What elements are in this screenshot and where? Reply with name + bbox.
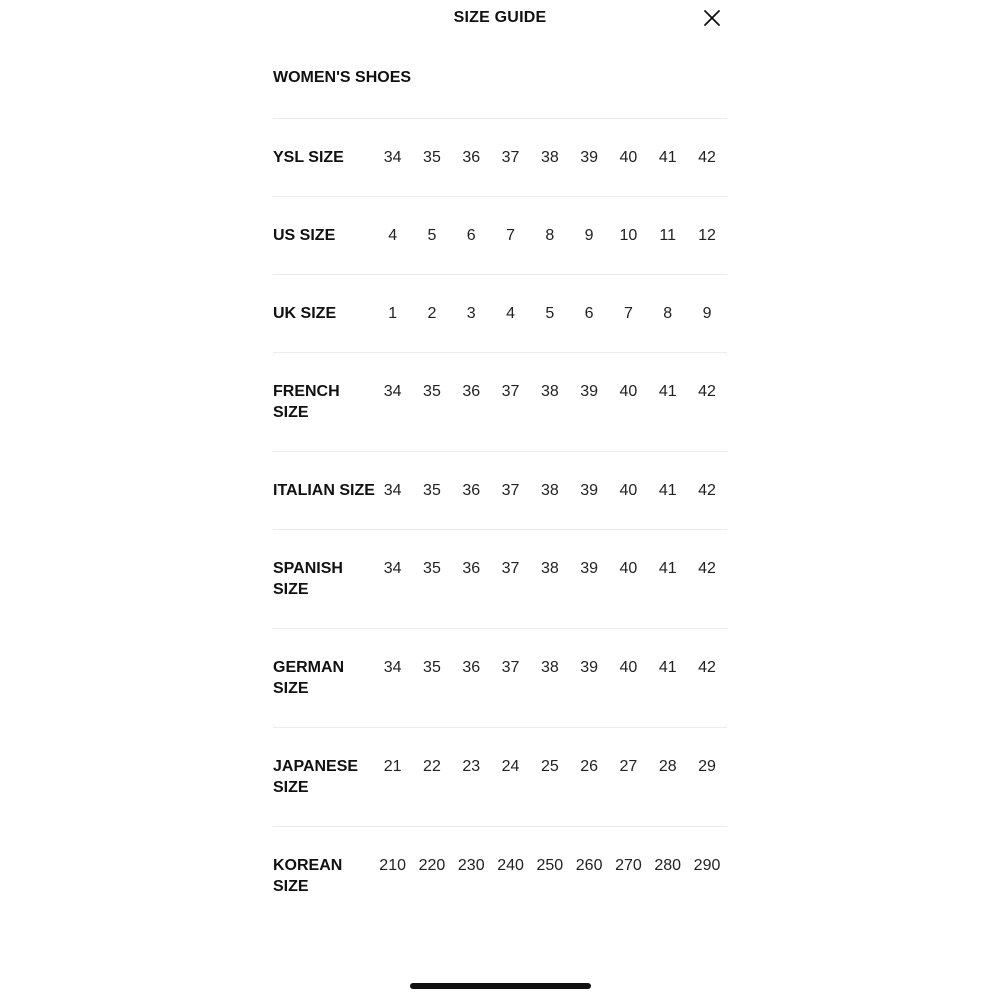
size-cell: 11 <box>659 227 677 244</box>
row-label: US SIZE <box>273 227 336 244</box>
home-indicator[interactable] <box>410 983 591 989</box>
size-cell: 42 <box>698 383 716 400</box>
table-row-spanish <box>273 529 727 628</box>
size-cell: 37 <box>501 659 520 676</box>
size-cell: 35 <box>423 482 441 499</box>
modal-header <box>0 0 1000 40</box>
size-cell: 40 <box>619 659 638 676</box>
size-cell: 3 <box>466 305 476 322</box>
size-cell: 34 <box>383 659 402 676</box>
size-cell: 38 <box>540 383 559 400</box>
size-cell: 37 <box>501 383 520 400</box>
row-values <box>373 558 727 579</box>
size-cell: 8 <box>545 227 555 244</box>
page-title: SIZE GUIDE <box>453 9 547 26</box>
size-cell: 21 <box>383 758 402 775</box>
row-values <box>373 147 727 168</box>
size-cell: 38 <box>540 482 559 499</box>
size-cell: 270 <box>615 857 642 874</box>
table-row-ysl <box>273 118 727 196</box>
size-cell: 36 <box>462 659 481 676</box>
table-row-us <box>273 196 727 274</box>
size-cell: 34 <box>383 560 402 577</box>
size-cell: 5 <box>545 305 555 322</box>
size-table <box>273 118 727 925</box>
size-cell: 6 <box>466 227 476 244</box>
size-cell: 4 <box>506 305 515 322</box>
row-values <box>373 381 727 402</box>
size-cell: 10 <box>619 227 638 244</box>
size-cell: 39 <box>580 560 599 577</box>
size-cell: 34 <box>383 383 402 400</box>
size-cell: 34 <box>383 482 402 499</box>
size-cell: 240 <box>497 857 524 874</box>
size-cell: 35 <box>423 659 441 676</box>
size-cell: 38 <box>540 149 559 166</box>
size-cell: 38 <box>540 560 559 577</box>
size-cell: 23 <box>462 758 481 775</box>
size-cell: 6 <box>584 305 594 322</box>
size-cell: 220 <box>418 857 446 874</box>
size-cell: 36 <box>462 383 481 400</box>
size-cell: 39 <box>580 659 599 676</box>
row-label: SPANISH SIZE <box>273 560 343 598</box>
size-cell: 24 <box>501 758 520 775</box>
row-label: KOREAN SIZE <box>273 857 343 895</box>
size-cell: 260 <box>575 857 603 874</box>
row-label: ITALIAN SIZE <box>273 482 375 499</box>
size-cell: 7 <box>623 305 633 322</box>
size-cell: 36 <box>462 560 481 577</box>
size-cell: 230 <box>457 857 485 874</box>
size-cell: 4 <box>388 227 398 244</box>
row-values <box>373 657 727 678</box>
size-cell: 42 <box>698 482 716 499</box>
size-cell: 9 <box>702 305 712 322</box>
size-cell: 9 <box>584 227 594 244</box>
section-title: WOMEN'S SHOES <box>273 69 412 86</box>
size-cell: 35 <box>423 560 441 577</box>
row-label: YSL SIZE <box>273 149 344 166</box>
size-cell: 42 <box>698 560 716 577</box>
size-cell: 29 <box>698 758 716 775</box>
size-cell: 28 <box>658 758 677 775</box>
table-row-german <box>273 628 727 727</box>
size-cell: 12 <box>698 227 716 244</box>
size-cell: 7 <box>506 227 515 244</box>
row-label: GERMAN SIZE <box>273 659 345 697</box>
size-cell: 37 <box>501 482 520 499</box>
size-cell: 41 <box>658 560 677 577</box>
close-icon <box>702 8 722 28</box>
size-cell: 39 <box>580 149 599 166</box>
size-cell: 37 <box>501 149 520 166</box>
row-label: JAPANESE SIZE <box>273 758 359 796</box>
size-cell: 36 <box>462 149 481 166</box>
size-cell: 35 <box>423 149 441 166</box>
table-row-japanese <box>273 727 727 826</box>
size-cell: 22 <box>423 758 441 775</box>
size-cell: 40 <box>619 383 638 400</box>
size-cell: 8 <box>663 305 673 322</box>
size-cell: 38 <box>540 659 559 676</box>
size-cell: 40 <box>619 149 638 166</box>
size-cell: 42 <box>698 659 716 676</box>
size-cell: 210 <box>379 857 406 874</box>
size-cell: 41 <box>658 149 677 166</box>
size-cell: 40 <box>619 560 638 577</box>
size-cell: 41 <box>658 482 677 499</box>
size-cell: 39 <box>580 482 599 499</box>
table-row-french <box>273 352 727 451</box>
size-cell: 39 <box>580 383 599 400</box>
size-cell: 27 <box>619 758 638 775</box>
size-cell: 26 <box>580 758 599 775</box>
row-values <box>373 855 727 876</box>
size-cell: 25 <box>540 758 559 775</box>
size-cell: 280 <box>654 857 682 874</box>
size-cell: 36 <box>462 482 481 499</box>
size-cell: 41 <box>658 383 677 400</box>
size-cell: 40 <box>619 482 638 499</box>
size-cell: 35 <box>423 383 441 400</box>
row-values <box>373 756 727 777</box>
size-cell: 250 <box>536 857 564 874</box>
size-cell: 5 <box>427 227 437 244</box>
size-cell: 42 <box>698 149 716 166</box>
size-cell: 34 <box>383 149 402 166</box>
row-label: UK SIZE <box>273 305 337 322</box>
row-values <box>373 303 727 324</box>
size-cell: 290 <box>693 857 721 874</box>
size-cell: 2 <box>427 305 437 322</box>
row-label: FRENCH SIZE <box>273 383 340 421</box>
size-cell: 41 <box>658 659 677 676</box>
row-values <box>373 225 727 246</box>
table-row-italian <box>273 451 727 529</box>
row-values <box>373 480 727 501</box>
size-cell: 1 <box>388 305 398 322</box>
close-button[interactable] <box>702 8 722 28</box>
table-row-korean <box>273 826 727 925</box>
table-row-uk <box>273 274 727 352</box>
size-cell: 37 <box>501 560 520 577</box>
